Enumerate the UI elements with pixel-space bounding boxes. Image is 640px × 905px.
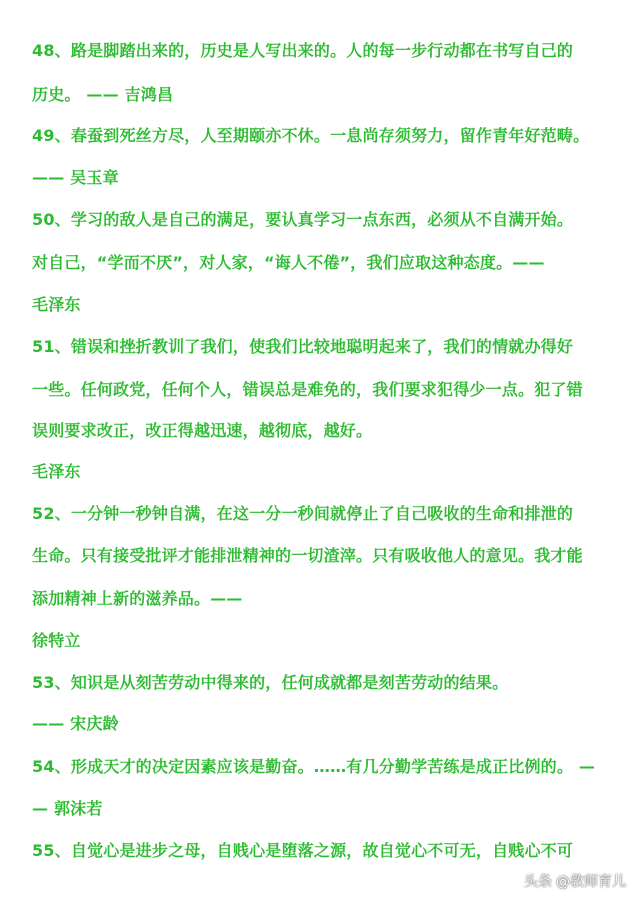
watermark-logo: 头条	[524, 874, 552, 890]
watermark-handle: @教师育儿	[556, 874, 626, 890]
text-line: — 郭沫若	[32, 799, 103, 818]
text-line: 52、一分钟一秒钟自满，在这一分一秒间就停止了自己吸收的生命和排泄的	[32, 504, 574, 523]
text-line: —— 吴玉章	[32, 168, 119, 187]
watermark	[524, 871, 626, 893]
text-line: 历史。 —— 吉鸿昌	[32, 85, 174, 104]
text-line: 毛泽东	[32, 295, 81, 314]
text-line: 49、春蚕到死丝方尽，人至期颐亦不休。一息尚存须努力，留作青年好范畴。	[32, 126, 590, 145]
text-line: —— 宋庆龄	[32, 714, 119, 733]
text-line: 48、路是脚踏出来的，历史是人写出来的。人的每一步行动都在书写自己的	[32, 41, 574, 60]
text-line: 对自己，“学而不厌”，对人家，“诲人不倦”，我们应取这种态度。——	[32, 253, 545, 272]
text-line: 一些。任何政党，任何个人，错误总是难免的，我们要求犯得少一点。犯了错	[32, 380, 583, 399]
text-line: 55、自觉心是进步之母，自贱心是堕落之源，故自觉心不可无，自贱心不可	[32, 841, 574, 860]
text-line: 53、知识是从刻苦劳动中得来的，任何成就都是刻苦劳动的结果。	[32, 673, 509, 692]
text-line: 误则要求改正，改正得越迅速，越彻底，越好。	[32, 421, 373, 440]
text-line: 51、错误和挫折教训了我们，使我们比较地聪明起来了，我们的情就办得好	[32, 337, 574, 356]
text-line: 毛泽东	[32, 462, 81, 481]
text-line: 54、形成天才的决定因素应该是勤奋。……有几分勤学苦练是成正比例的。 —	[32, 757, 596, 776]
text-line: 生命。只有接受批评才能排泄精神的一切渣滓。只有吸收他人的意见。我才能	[32, 546, 583, 565]
text-line: 添加精神上新的滋养品。——	[32, 589, 243, 608]
text-line: 徐特立	[32, 631, 81, 650]
text-line: 50、学习的敌人是自己的满足，要认真学习一点东西，必须从不自满开始。	[32, 210, 574, 229]
